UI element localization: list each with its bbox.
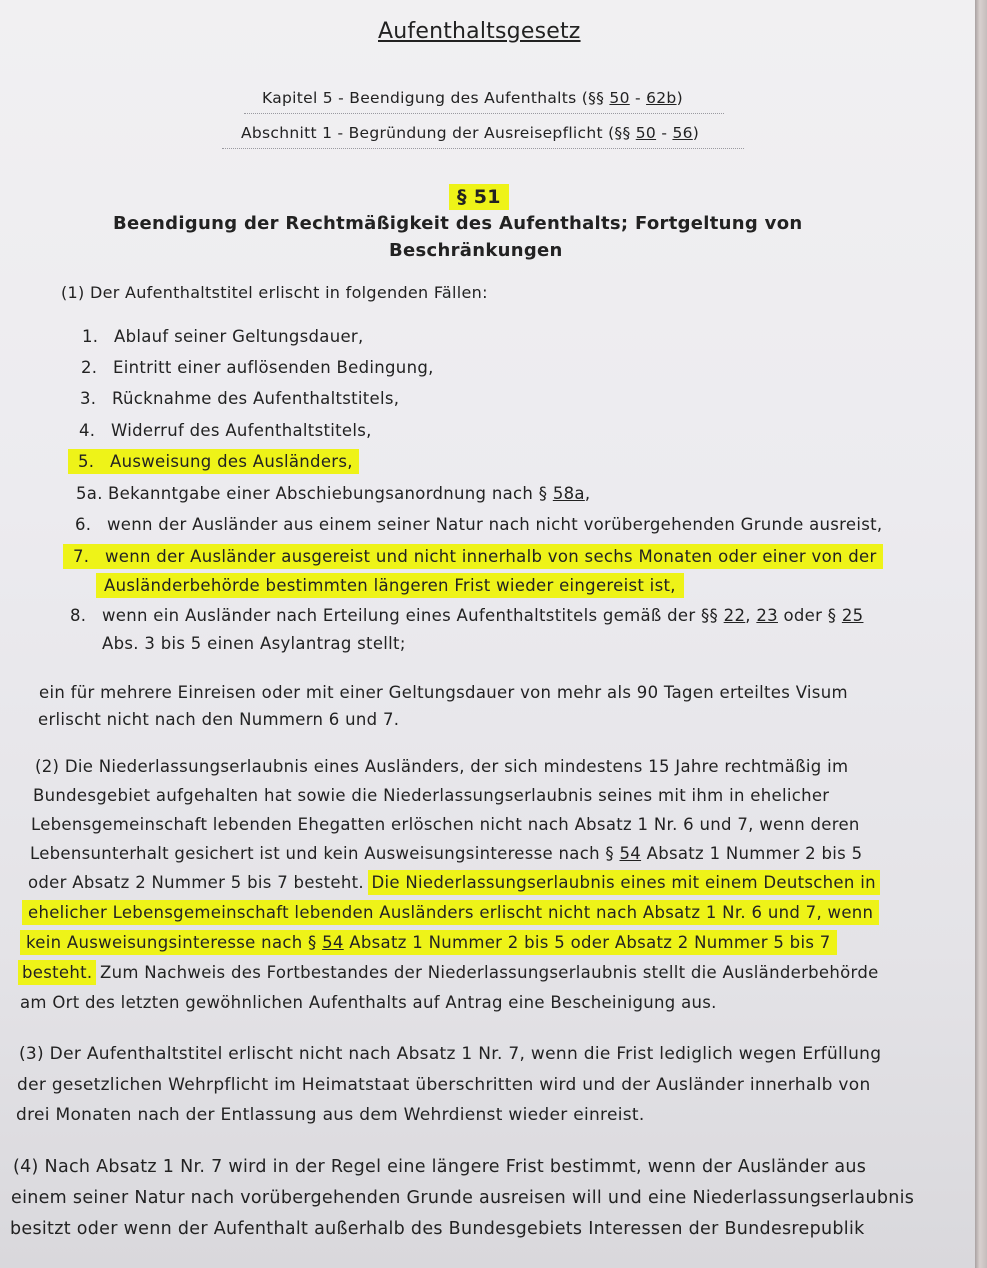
divider xyxy=(222,148,744,149)
abs2-line: oder Absatz 2 Nummer 5 bis 7 besteht. Die Niederlassungserlaubnis eines mit einem Deutschen in xyxy=(28,873,876,892)
paragraph-heading: Beendigung der Rechtmäßigkeit des Aufenthalts; Fortgeltung von xyxy=(113,213,803,234)
list-item: 2. Eintritt einer auflösenden Bedingung, xyxy=(81,358,434,377)
abs2-line-highlighted: ehelicher Lebensgemeinschaft lebenden Ausländers erlischt nicht nach Absatz 1 Nr. 6 und 7, wenn xyxy=(24,903,877,922)
abs2-line: besteht. Zum Nachweis des Fortbestandes der Niederlassungserlaubnis stellt die Ausländerbehörde xyxy=(22,963,879,982)
ref-link[interactable]: 54 xyxy=(322,933,344,952)
paragraph-number: § 51 xyxy=(451,186,507,208)
ref-link[interactable]: 50 xyxy=(609,89,630,107)
ref-link[interactable]: 22 xyxy=(723,606,746,625)
visa-clause: ein für mehrere Einreisen oder mit einer Geltungsdauer von mehr als 90 Tagen erteiltes Visum xyxy=(39,683,848,702)
ref-link[interactable]: 62b xyxy=(646,89,677,107)
ref-link[interactable]: 25 xyxy=(841,606,864,625)
page-edge-background xyxy=(975,0,987,1268)
abs2-line: (2) Die Niederlassungserlaubnis eines Ausländers, der sich mindestens 15 Jahre rechtmäßig im xyxy=(35,757,849,776)
list-item: 4. Widerruf des Aufenthaltstitels, xyxy=(79,421,372,440)
list-item-highlighted: 5. Ausweisung des Ausländers, xyxy=(70,452,357,471)
abs2-line: Lebensgemeinschaft lebenden Ehegatten erlöschen nicht nach Absatz 1 Nr. 6 und 7, wenn deren xyxy=(31,815,860,834)
ref-link[interactable]: 54 xyxy=(619,844,642,863)
ref-link[interactable]: 56 xyxy=(672,124,693,142)
divider xyxy=(244,113,724,114)
list-item: 8. wenn ein Ausländer nach Erteilung eines Aufenthaltstitels gemäß der §§ 22, 23 oder § 25 xyxy=(70,606,864,625)
list-item-cont-highlighted: Ausländerbehörde bestimmten längeren Frist wieder eingereist ist, xyxy=(98,576,682,595)
abs1-intro: (1) Der Aufenthaltstitel erlischt in folgenden Fällen: xyxy=(61,283,488,302)
ref-link[interactable]: 50 xyxy=(635,124,657,142)
abs4-line: besitzt oder wenn der Aufenthalt außerhalb des Bundesgebiets Interessen der Bundesrepublik xyxy=(10,1219,865,1239)
abs3-line: drei Monaten nach der Entlassung aus dem Wehrdienst wieder einreist. xyxy=(16,1105,645,1125)
abs3-line: (3) Der Aufenthaltstitel erlischt nicht nach Absatz 1 Nr. 7, wenn die Frist lediglich wegen Erfüllung xyxy=(19,1044,882,1064)
abs2-line: Lebensunterhalt gesichert ist und kein Ausweisungsinteresse nach § 54 Absatz 1 Nummer 2 bis 5 xyxy=(30,844,863,863)
list-item-cont: Abs. 3 bis 5 einen Asylantrag stellt; xyxy=(102,634,406,653)
list-item: 6. wenn der Ausländer aus einem seiner Natur nach nicht vorübergehenden Grunde ausreist, xyxy=(75,515,883,534)
ref-link[interactable]: 23 xyxy=(756,606,778,625)
abs4-line: einem seiner Natur nach vorübergehenden Grunde ausreisen will und eine Niederlassungserlaubnis xyxy=(11,1188,915,1208)
abs2-line: am Ort des letzten gewöhnlichen Aufenthalts auf Antrag eine Bescheinigung aus. xyxy=(20,993,717,1012)
document-title: Aufenthaltsgesetz xyxy=(378,19,581,44)
abs4-line: (4) Nach Absatz 1 Nr. 7 wird in der Regel eine längere Frist bestimmt, wenn der Ausländer aus xyxy=(13,1157,867,1177)
visa-clause-cont: erlischt nicht nach den Nummern 6 und 7. xyxy=(38,710,400,729)
list-item: 5a. Bekanntgabe einer Abschiebungsanordnung nach § 58a, xyxy=(76,484,591,503)
paragraph-heading-cont: Beschränkungen xyxy=(389,240,563,261)
chapter-header: Kapitel 5 - Beendigung des Aufenthalts (§§ 50 - 62b) xyxy=(262,89,683,107)
abs2-line: Bundesgebiet aufgehalten hat sowie die Niederlassungserlaubnis seines mit ihm in ehelicher xyxy=(33,786,830,805)
abs3-line: der gesetzlichen Wehrpflicht im Heimatstaat überschritten wird und der Ausländer innerhalb von xyxy=(17,1075,871,1095)
list-item: 1. Ablauf seiner Geltungsdauer, xyxy=(82,327,364,346)
list-item: 3. Rücknahme des Aufenthaltstitels, xyxy=(80,389,400,408)
section-header: Abschnitt 1 - Begründung der Ausreisepflicht (§§ 50 - 56) xyxy=(241,124,700,142)
list-item-highlighted: 7. wenn der Ausländer ausgereist und nicht innerhalb von sechs Monaten oder einer von der xyxy=(65,547,881,566)
abs2-line-highlighted: kein Ausweisungsinteresse nach § 54 Absatz 1 Nummer 2 bis 5 oder Absatz 2 Nummer 5 bis 7 xyxy=(22,933,835,952)
ref-link[interactable]: 58a xyxy=(552,484,585,503)
